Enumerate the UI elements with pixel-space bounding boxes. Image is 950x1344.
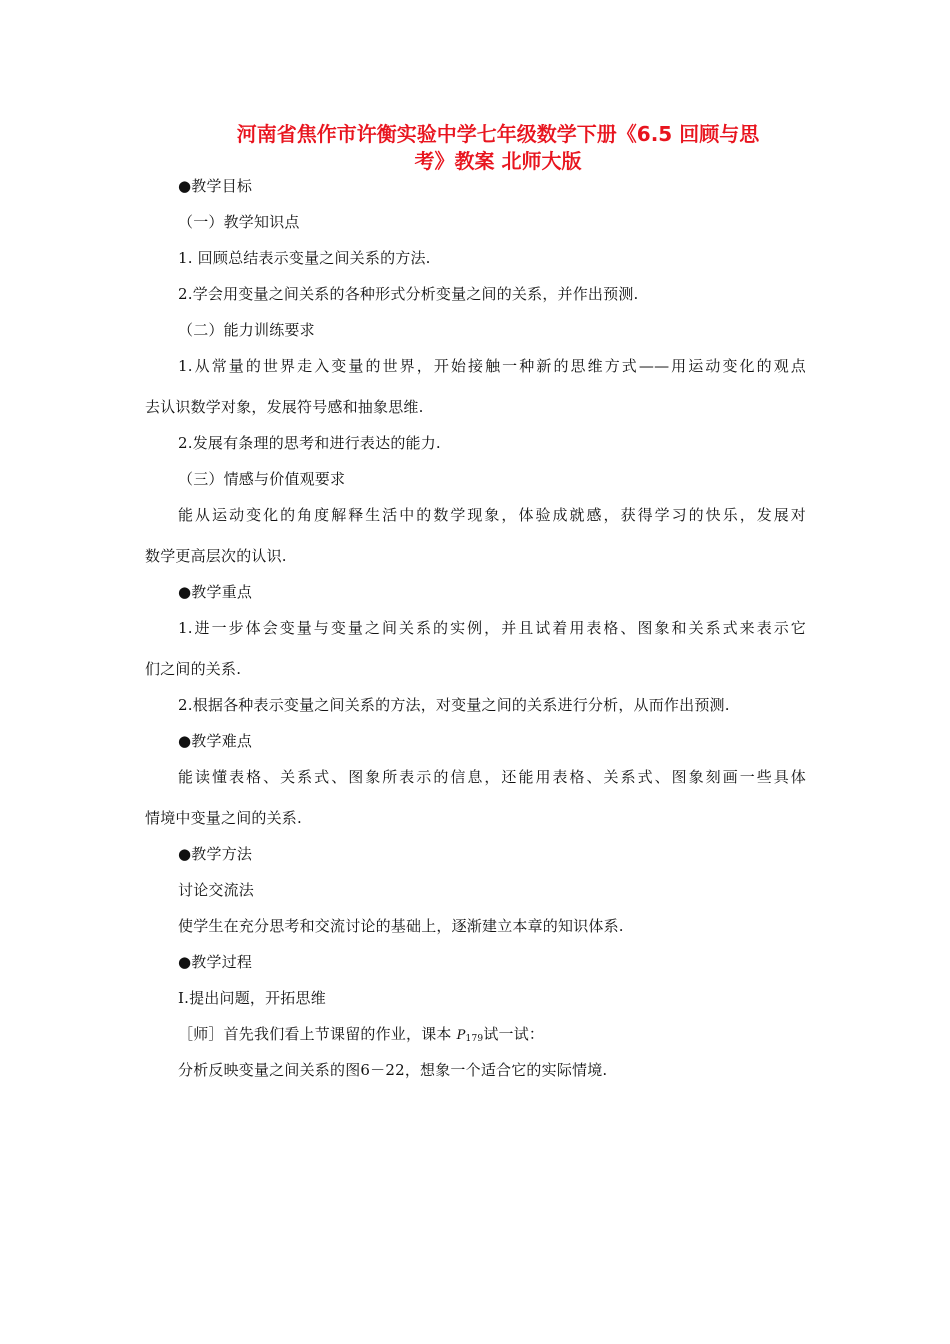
paragraph-line: 2.学会用变量之间关系的各种形式分析变量之间的关系，并作出预测.	[178, 285, 639, 303]
paragraph-line: 去认识数学对象，发展符号感和抽象思维.	[145, 398, 424, 416]
paragraph-line: 使学生在充分思考和交流讨论的基础上，逐渐建立本章的知识体系.	[178, 917, 624, 935]
paragraph-line: 们之间的关系.	[145, 660, 242, 678]
paragraph-line: 1.从常量的世界走入变量的世界，开始接触一种新的思维方式——用运动变化的观点	[178, 357, 806, 375]
page-symbol: P	[456, 1028, 466, 1043]
title-line-2: 考》教案 北师大版	[414, 149, 582, 173]
paragraph-line: 讨论交流法	[178, 881, 255, 899]
teacher-line	[178, 1024, 544, 1049]
paragraph-line: 1. 回顾总结表示变量之间关系的方法.	[178, 249, 431, 267]
paragraph-line: 2.根据各种表示变量之间关系的方法，对变量之间的关系进行分析，从而作出预测.	[178, 696, 730, 714]
section-heading-process: ●教学过程	[178, 953, 253, 971]
section-heading-methods: ●教学方法	[178, 845, 253, 863]
subheading-values: （三）情感与价值观要求	[178, 470, 346, 488]
section-heading-difficulties: ●教学难点	[178, 732, 253, 750]
paragraph-line: 能从运动变化的角度解释生活中的数学现象，体验成就感，获得学习的快乐，发展对	[178, 506, 806, 524]
teacher-line-prefix: ［师］首先我们看上节课留的作业，课本	[178, 1025, 457, 1043]
paragraph-line: 2.发展有条理的思考和进行表达的能力.	[178, 434, 441, 452]
subheading-ability: （二）能力训练要求	[178, 321, 315, 339]
paragraph-line: 情境中变量之间的关系.	[145, 809, 302, 827]
title-line-1: 河南省焦作市许衡实验中学七年级数学下册《6.5 回顾与思	[236, 122, 760, 146]
subheading-step-one: Ⅰ.提出问题，开拓思维	[178, 989, 326, 1007]
paragraph-line: 1.进一步体会变量与变量之间关系的实例，并且试着用表格、图象和关系式来表示它	[178, 619, 806, 637]
document-title	[160, 121, 836, 175]
paragraph-line: 能读懂表格、关系式、图象所表示的信息，还能用表格、关系式、图象刻画一些具体	[178, 768, 806, 786]
teacher-line-suffix: 试一试：	[483, 1025, 545, 1043]
section-heading-objectives: ●教学目标	[178, 177, 253, 195]
subheading-knowledge: （一）教学知识点	[178, 213, 300, 231]
paragraph-line: 分析反映变量之间关系的图6－22，想象一个适合它的实际情境.	[178, 1061, 608, 1079]
page-number: 179	[465, 1034, 484, 1044]
section-heading-key-points: ●教学重点	[178, 583, 253, 601]
paragraph-line: 数学更高层次的认识.	[145, 547, 287, 565]
